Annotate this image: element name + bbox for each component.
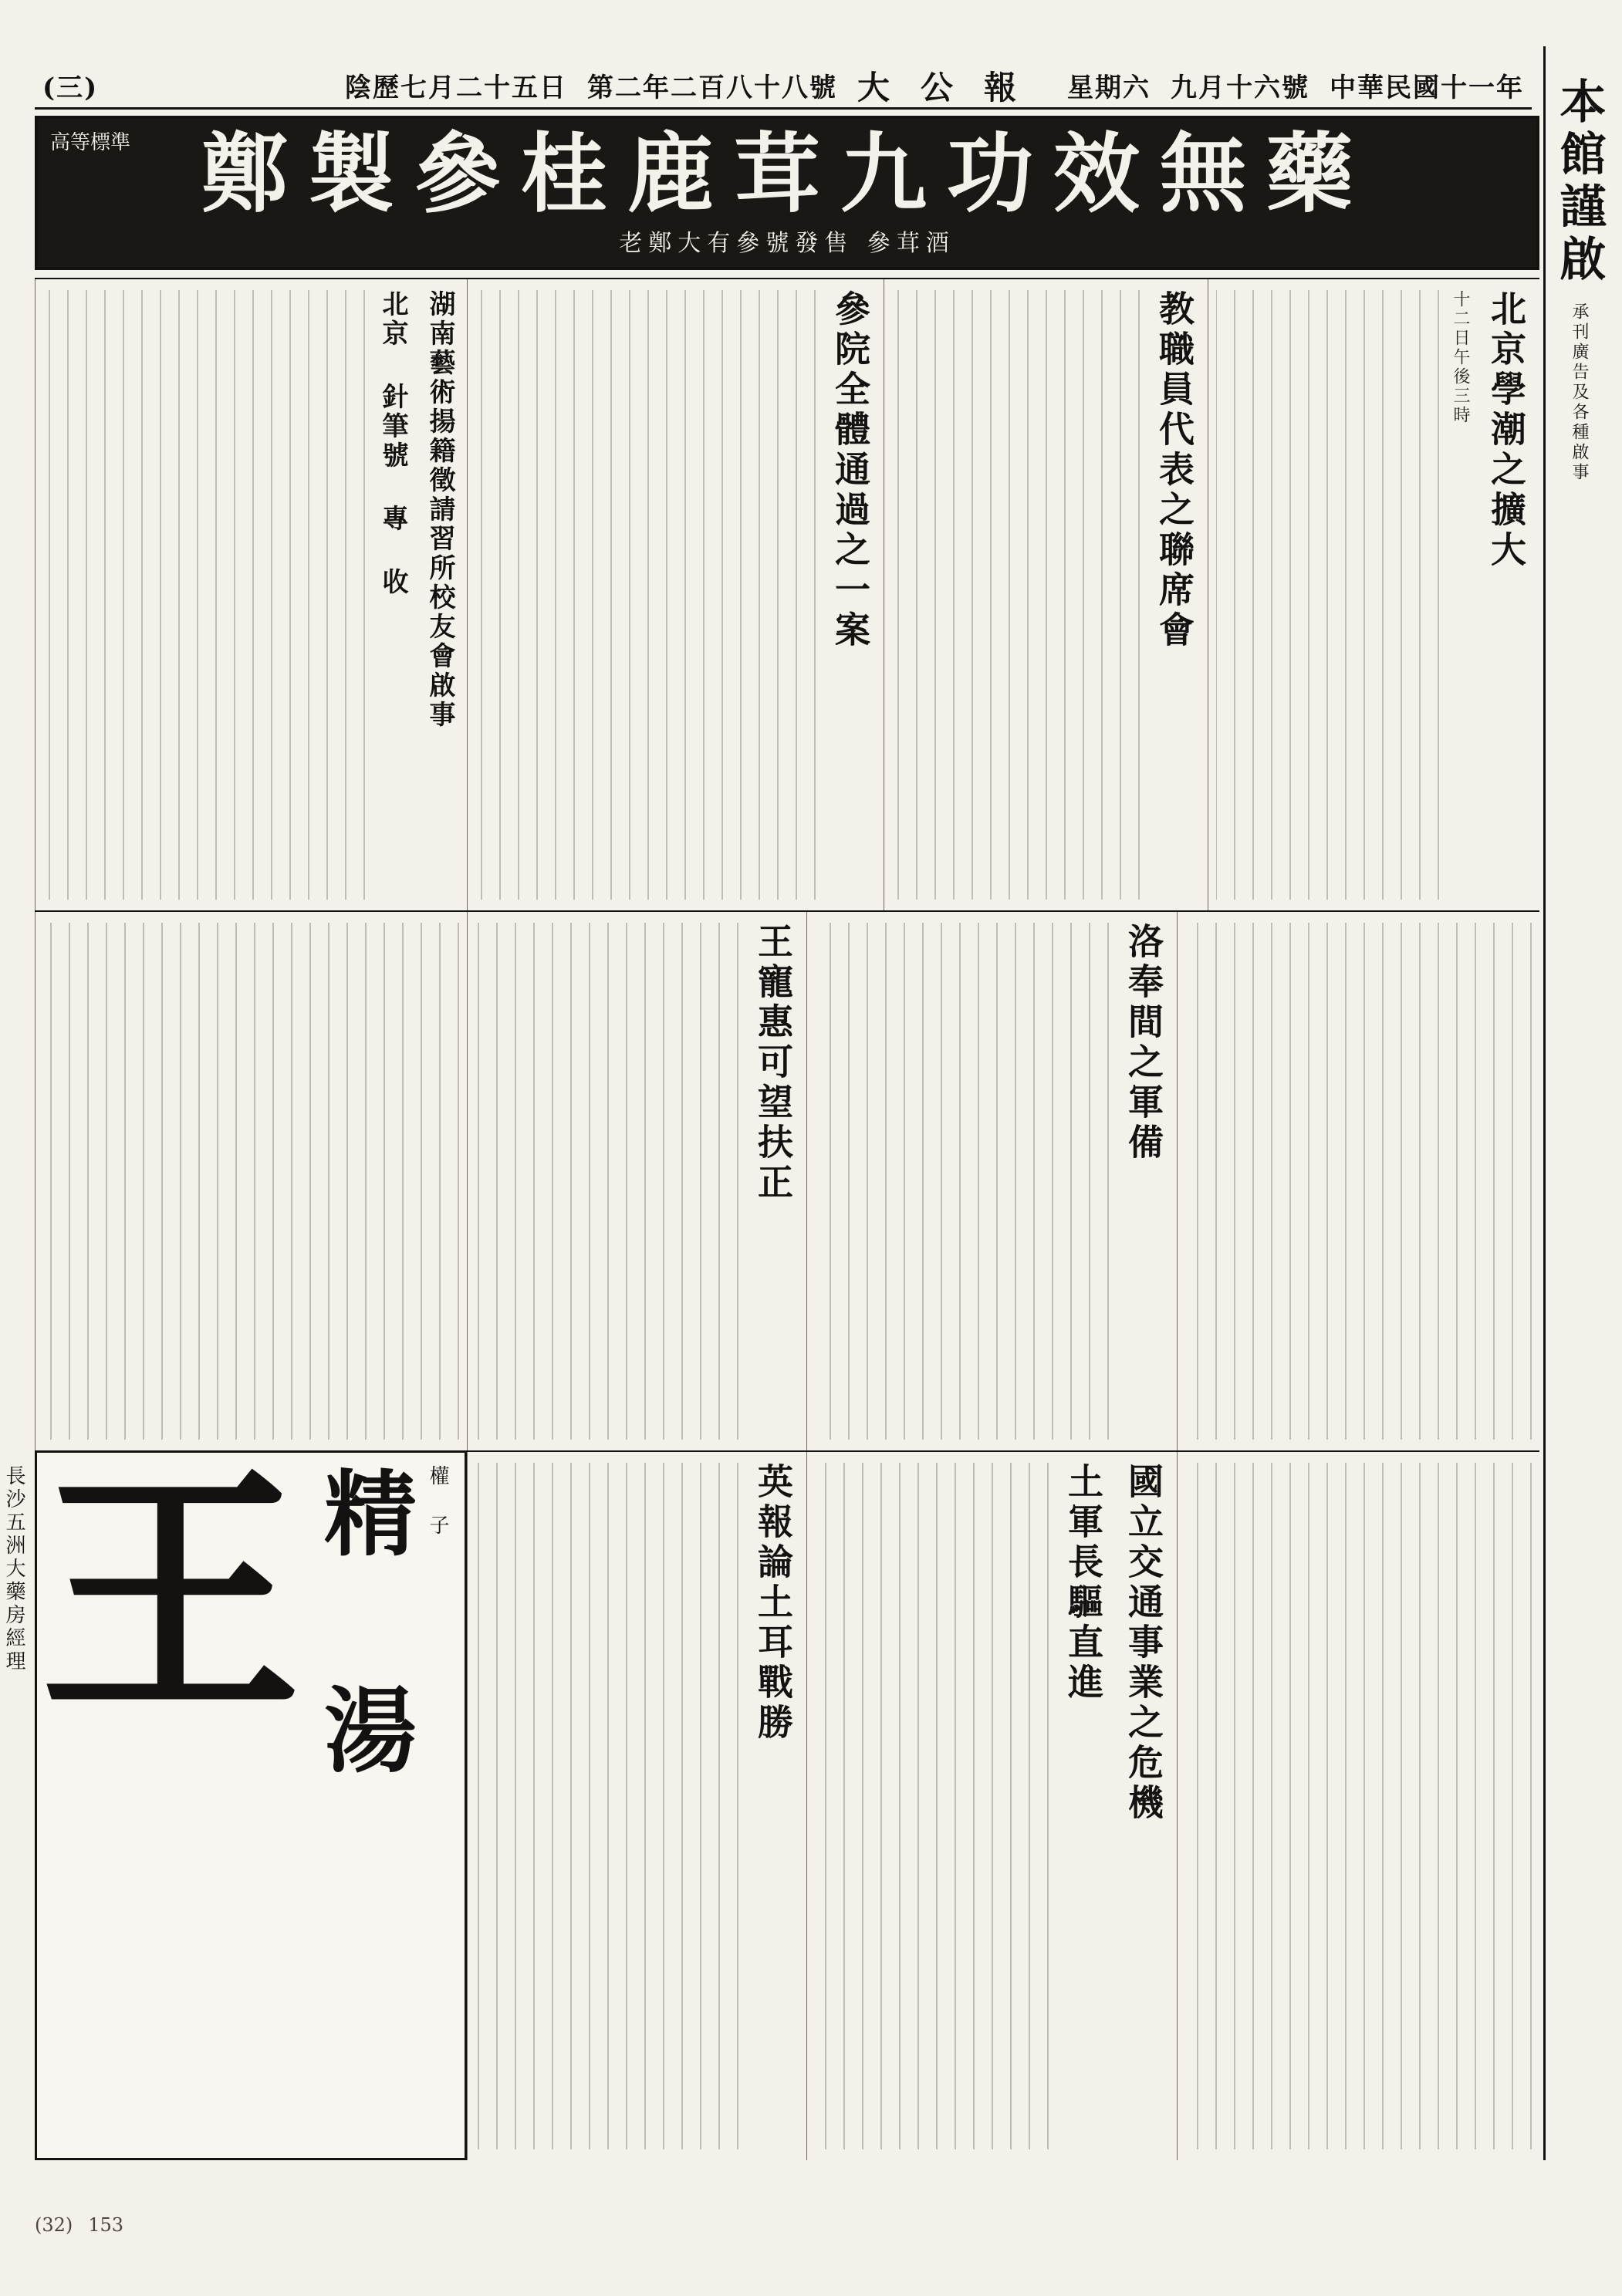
text-block <box>475 290 816 900</box>
slogan-char: 茸 <box>734 123 840 225</box>
slogan-char: 功 <box>947 123 1053 225</box>
ad-seller: 長沙五洲大藥房經理 <box>2 1465 25 1673</box>
ad-product: 精 湯 <box>309 1465 417 1782</box>
article-headline: 參院全體通過之一案 <box>830 290 871 651</box>
ad-big-char: 王 <box>39 1442 302 1750</box>
column <box>467 1452 806 2160</box>
page-number: (三) <box>42 73 99 103</box>
text-block <box>475 1463 738 2149</box>
medicine-advertisement <box>2 1442 467 2160</box>
right-column <box>1543 46 1613 2160</box>
text-block <box>43 290 365 900</box>
article-headline: 教職員代表之聯席會 <box>1154 290 1195 651</box>
band-middle <box>35 910 1539 1450</box>
notice-headline: 湖南藝術揚籍徵請習所校友會啟事 <box>424 290 455 730</box>
text-block <box>43 923 459 1440</box>
footer <box>35 2214 123 2236</box>
column <box>884 279 1208 910</box>
article-headline: 洛奉間之軍備 <box>1123 923 1164 1163</box>
banner-slogan <box>201 123 1373 225</box>
right-column-title: 本館謹啟 <box>1552 77 1607 287</box>
notice-headline: 北京 針筆號 專 收 <box>377 290 408 597</box>
article-headline: 英報論土耳戰勝 <box>752 1463 794 1744</box>
ad-top-text: 權 子 <box>426 1465 449 1538</box>
column <box>35 912 467 1450</box>
slogan-char: 九 <box>840 123 947 225</box>
month-day: 九月十六號 <box>1171 73 1309 103</box>
article-headline: 北京學潮之擴大 <box>1485 290 1527 571</box>
column <box>806 912 1177 1450</box>
text-block <box>892 290 1140 900</box>
banner-brand: 老鄭大有參號發售 參茸酒 <box>619 230 955 257</box>
slogan-char: 製 <box>308 123 414 225</box>
banner-advertisement <box>35 116 1539 270</box>
slogan-char: 藥 <box>1266 123 1373 225</box>
body <box>2 278 1539 2160</box>
column <box>1177 912 1539 1450</box>
paper-name: 大公報 <box>857 68 1047 106</box>
banner-mark: 高等標準 <box>50 131 131 154</box>
column <box>806 1452 1177 2160</box>
right-column-note: 承刊廣告及各種啟事 <box>1570 302 1589 483</box>
band-top <box>35 278 1539 910</box>
article-headline: 土軍長驅直進 <box>1063 1463 1104 1703</box>
footer-right: 153 <box>88 2214 124 2236</box>
article-headline: 王寵惠可望扶正 <box>752 923 794 1204</box>
text-block <box>1185 923 1532 1440</box>
slogan-char: 鄭 <box>201 123 308 225</box>
column <box>467 279 884 910</box>
column <box>1208 279 1539 910</box>
text-block <box>1216 290 1439 900</box>
slogan-char: 鹿 <box>627 123 734 225</box>
text-block <box>815 923 1109 1440</box>
column <box>1177 1452 1539 2160</box>
article-headline: 國立交通事業之危機 <box>1123 1463 1164 1824</box>
footer-left: (32) <box>35 2214 73 2236</box>
slogan-char: 桂 <box>521 123 627 225</box>
text-block <box>815 1463 1049 2149</box>
slogan-char: 參 <box>414 123 521 225</box>
weekday: 星期六 <box>1067 73 1151 103</box>
slogan-char: 無 <box>1160 123 1266 225</box>
slogan-char: 效 <box>1053 123 1160 225</box>
text-block <box>475 923 738 1440</box>
lunar-date: 陰歷七月二十五日 <box>344 73 567 103</box>
text-block <box>1185 1463 1532 2149</box>
column <box>35 279 467 910</box>
column <box>467 912 806 1450</box>
issue-number: 第二年二百八十八號 <box>586 73 837 103</box>
masthead <box>35 63 1532 110</box>
article-lead: 十二日午後三時 <box>1451 290 1470 425</box>
date-roc: 中華民國十一年 <box>1330 73 1524 103</box>
